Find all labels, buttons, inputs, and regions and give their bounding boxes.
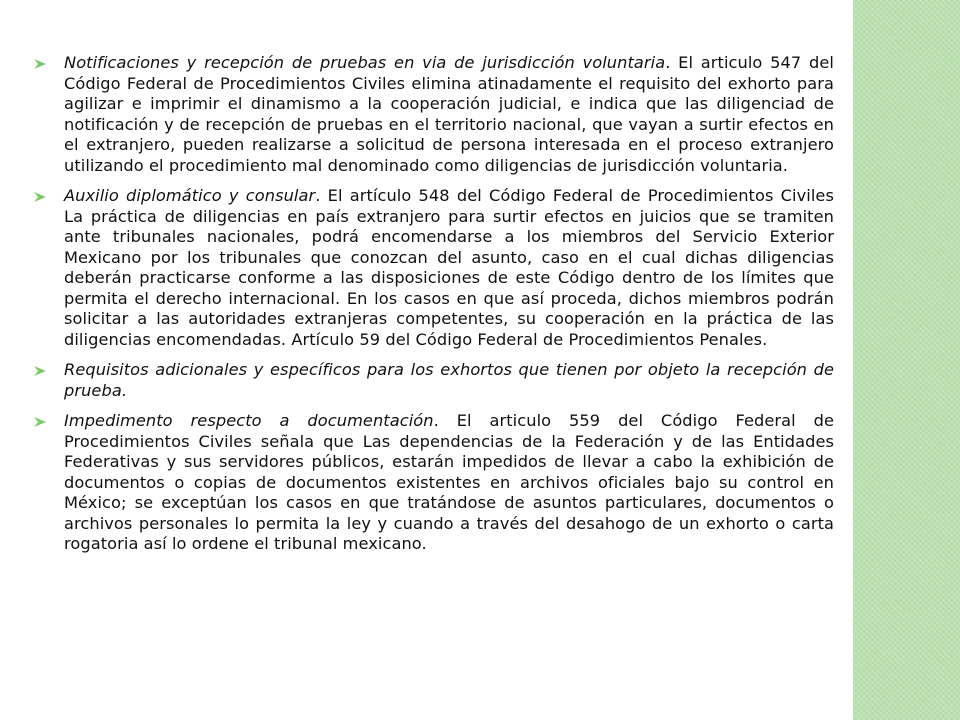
arrow-bullet-icon (34, 192, 46, 202)
bullet-item-requisitos (34, 360, 834, 401)
slide-content (34, 53, 834, 565)
arrow-bullet-icon (34, 417, 46, 427)
bullet-body: . El artículo 548 del Código Federal de Procedimientos Civiles La práctica de diligencias en país extranjero para surtir efectos en juicios que se tramiten ante tribunales nacionales, podrá encomendarse a los miembros del Servicio Exterior Mexicano por los tribunales que conozcan del asunto, caso en el cual dichas diligencias deberán practicarse conforme a las disposiciones de este Código dentro de los límites que permita el derecho internacional. En los casos en que así proceda, dichos miembros podrán solicitar a las autoridades extranjeras competentes, su cooperación en la práctica de las diligencias encomendadas. Artículo 59 del Código Federal de Procedimientos Penales. (64, 186, 834, 349)
bullet-body: . El articulo 559 del Código Federal de Procedimientos Civiles señala que Las dependencias de la Federación y de las Entidades Federativas y sus servidores públicos, estarán impedidos de llevar a cabo la exhibición de documentos o copias de documentos existentes en archivos oficiales bajo su control en México; se exceptúan los casos en que tratándose de asuntos particulares, documentos o archivos personales lo permita la ley y cuando a través del desahogo de un exhorto o carta rogatoria así lo ordene el tribunal mexicano. (64, 411, 835, 553)
arrow-bullet-icon (34, 366, 46, 376)
bullet-item-notificaciones (34, 53, 834, 176)
bullet-item-auxilio (34, 186, 834, 350)
bullet-title: Auxilio diplomático y consular (64, 186, 316, 205)
bullet-body: . El articulo 547 del Código Federal de Procedimientos Civiles elimina atinadamente el requisito del exhorto para agilizar e imprimir el dinamismo a la cooperación judicial, e indica que las diligenciad de notificación y de recepción de pruebas en el territorio nacional, que vayan a surtir efectos en el extranjero, pueden realizarse a solicitud de persona interesada en el proceso extranjero utilizando el procedimiento mal denominado como diligencias de jurisdicción voluntaria. (64, 53, 834, 175)
bullet-item-impedimento (34, 411, 834, 555)
decorative-sidebar (853, 0, 960, 720)
arrow-bullet-icon (34, 59, 46, 69)
bullet-title: Impedimento respecto a documentación (64, 411, 434, 430)
bullet-title: Notificaciones y recepción de pruebas en via de jurisdicción voluntaria (64, 53, 666, 72)
bullet-title: Requisitos adicionales y específicos para los exhortos que tienen por objeto la recepción de prueba. (64, 360, 834, 400)
